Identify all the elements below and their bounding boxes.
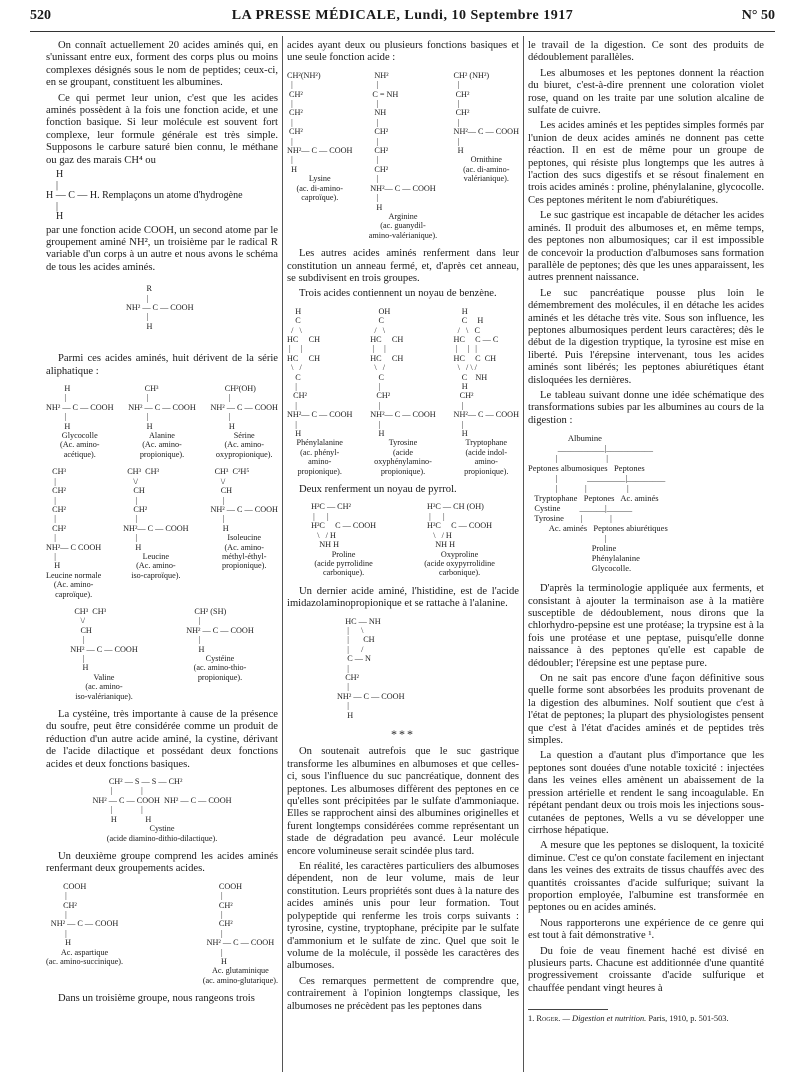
caption-tryptophane: Tryptophane (acide indol- amino- propionique). <box>464 438 509 476</box>
paragraph: La question a d'autant plus d'importance que les peptones sont douées d'une notable toxicité : injectées dans les veines elles amènent un abaissement de la pression artérielle et rendent le sang incoagulable. En répétant pendant deux ou trois mois les injections sous-cutanées de peptones, Wells a vu se développer une cirrhose hépatique. <box>528 750 764 836</box>
paragraph: Le suc pancréatique pousse plus loin le démembrement des molécules, il en détache les acides aminés et les détache très vite. Sous son influence, les peptones albumosiques perdent leurs caractères; dès le début de la digestion tryptique, la tyrosine est mise en liberté. Puis l'érepsine intervenant, tous les acides aminés sont libérés; les peptones abiurétiques étant disloquées les dernières. <box>528 287 764 386</box>
aliphatic-formulas-row3: CH³ CH³ \/ CH | NH² — C — COOH | H Valine (ac. amino- iso-valérianique). CH² (SH) | NH² — C — COOH | H Cystéine (ac. amino-thio- propionique). <box>70 606 254 701</box>
paragraph: par une fonction acide COOH, un second atome par le groupement aminé NH², un troisième par le radical R variable d'un corps à un autre et nous avons le schéma de tous les acides aminés. <box>46 224 278 273</box>
digestion-schema: Albumine ___________|___________ | | Peptones albumosiques Peptones | _________|_________ | | | Tryptophane Peptones Ac. aminés Cystine ______|______ Tyrosine | | Ac. aminés Peptones abiurétiques | Proline Phénylalanine Glycocolle. <box>528 433 668 574</box>
column-divider-1 <box>282 36 283 1072</box>
general-formula: R | NH² — C — COOH | H <box>126 284 194 331</box>
page-number: 520 <box>30 8 51 23</box>
column-1 <box>46 40 278 1009</box>
paragraph: Les albumoses et les peptones donnent la réaction du biuret, c'est-à-dire prennent une coloration violet rose, quand on les traite par une solution alcaline de sulfate de cuivre. <box>528 67 764 117</box>
caption-aspartique: Ac. aspartique (ac. amino-succinique). <box>46 947 124 966</box>
paragraph: On connaît actuellement 20 acides aminés qui, en s'unissant entre eux, forment des corps plus ou moins complexes désignés sous le nom de peptides; ceux-ci, en se groupant, constituent les albumines. <box>46 40 278 89</box>
caption-ornithine: Ornithine (ac. di-amino- valérianique). <box>463 155 510 184</box>
paragraph: Le suc gastrique est incapable de détacher les acides aminés. Il produit des albumoses et, en même temps, des peptones non albumosiques; car il est impossible de concevoir la production d'albumoses sans formation parallèle de peptones; dès que les unes apparaissent, les autres prennent naissance. <box>528 210 764 284</box>
section-separator: *** <box>391 727 415 741</box>
paragraph: La cystéine, très importante à cause de la présence du soufre, peut être considérée comme un produit de réduction d'un autre acide aminé, la cystine, dérivant de l'acide dilactique et possédant deux fonctions acides et deux fonctions basiques. <box>46 709 278 770</box>
cystine-formula: CH² — S — S — CH² | | NH² — C — COOH NH² — C — COOH | | H H Cystine (acide diamino-dithio-dilactique). <box>92 777 232 843</box>
paragraph: Les acides aminés et les peptides simples formés par l'union de deux acides aminés ne donnent pas cette réaction. Il en est de même pour un groupe de peptones, qui résiste plus longtemps que les autres à l'action des sucs digestifs et se résout finalement en trois acides aminés : proline, phénylalanine, glycocolle. Ces peptones méritent le nom d'abiurétiques. <box>528 120 764 206</box>
caption-glutaminique: Ac. glutaminique (ac. amino-glutarique). <box>202 966 278 985</box>
caption-alanine: Alanine (Ac. amino- propionique). <box>139 431 185 459</box>
caption-cystine: Cystine (acide diamino-dithio-dilactique). <box>106 824 218 843</box>
basic-formulas: CH²(NH²) | CH² | CH² | CH² | NH²— C — COOH | H Lysine (ac. di-amino- caproïque). NH² | C = NH | NH | CH² | CH² | CH² | NH²— C — COOH | H Arginine (ac. guanydil- amino-valérianique). CH² (NH²) | CH² | CH² | NH²— C — COOH | H Ornithine (ac. di-amino- valérianique). <box>287 70 519 240</box>
paragraph: A mesure que les peptones se disloquent, la toxicité diminue. C'est ce qu'on constate facilement en injectant dans les veines des extraits de tissus chauffés avec des quantités croissantes d'acide sulfurique; suivant la proportion employée, l'albumine est transformée en peptones ou en acides aminés. <box>528 840 764 914</box>
aliphatic-formulas-row1: H | NH² — C — COOH | H Glycocolle (Ac. amino- acétique). CH³ | NH² — C — COOH | H Alanine (Ac. amino- propionique). CH²(OH) | NH² — C — COOH | H Sérine (Ac. amino- oxypropionique). <box>46 384 278 459</box>
caption-phenylalanine: Phénylalanine (ac. phényl- amino- propionique). <box>296 438 343 476</box>
footnote: 1. Roger. — Digestion et nutrition. Paris, 1910, p. 501-503. <box>528 1014 729 1024</box>
caption-leucine: Leucine (Ac. amino- iso-caproïque). <box>131 551 181 580</box>
caption-valine: Valine (ac. amino- iso-valérianique). <box>75 672 133 701</box>
caption-lysine: Lysine (ac. di-amino- caproïque). <box>296 174 343 203</box>
pyrrol-formulas: H²C — CH² | | H²C C — COOH \ / H NH H Proline (acide pyrrolidine carbonique). H²C — CH (OH) | | H²C C — COOH \ / H NH H Oxyproline (acide oxypyrrolidine carbonique). <box>311 502 495 578</box>
paragraph: Du foie de veau finement haché est divisé en plusieurs parts. Chacune est additionnée d'une quantité progressivement croissante d'acide sulfurique et chauffée pendant vingt heures à <box>528 945 764 994</box>
benzene-formulas: H C / \ HC CH | | HC CH \ / C | CH² | NH²— C — COOH | H Phénylalanine (ac. phényl- amino- propionique). OH C / \ HC CH | | HC CH \ / C | CH² | NH²— C — COOH | H Tyrosine (acide oxyphénylamino- propionique). H C H / \ C HC C — C | | | HC C CH \ / \ / C NH H CH² | NH²— C — COOH | H Tryptophane (acide indol- amino- propionique). <box>287 306 519 476</box>
caption-arginine: Arginine (ac. guanydil- amino-valérianique). <box>368 211 438 240</box>
methane-formula: H | H — C — H. Remplaçons un atome d'hydrogène | H <box>46 169 243 223</box>
paragraph: On soutenait autrefois que le suc gastrique transforme les albumines en albumoses et que celles-ci, sous l'influence du suc pancréatique, donnent des peptones. Les albumoses diffèrent des peptones en ce qu'elles sont précipitées par le sulfate d'ammoniaque. Elles se rapprochent ainsi des albumines originelles et furent longtemps considérées comme représentant un stade de dégradation peu avancé. Leur molécule encore volumineuse serait scindée plus tard. <box>287 746 519 857</box>
paragraph: Nous rapporterons une expérience de ce genre qui est tout à fait démonstrative ¹. <box>528 917 764 942</box>
paragraph: Dans un troisième groupe, nous rangeons trois <box>58 993 255 1005</box>
issue-number: N° 50 <box>741 8 775 23</box>
footnote-rule <box>528 1009 608 1010</box>
paragraph: Parmi ces acides aminés, huit dérivent de la série aliphatique : <box>46 353 278 377</box>
paragraph: Le tableau suivant donne une idée schématique des transformations subies par les albumines au cours de la digestion : <box>528 389 764 426</box>
caption-leucine-normale: Leucine normale (Ac. amino- caproïque). <box>46 570 102 599</box>
caption-glycocolle: Glycocolle (Ac. amino- acétique). <box>59 431 100 459</box>
histidine-formula: HC — NH | \ | CH | / C — N | CH² | NH² — C — COOH | H <box>337 616 405 720</box>
diacid-formulas: COOH | CH² | NH² — C — COOH | H Ac. aspartique (ac. amino-succinique). COOH | CH² | CH² | NH² — C — COOH | H Ac. glutaminique (ac. amino-glutarique). <box>46 881 278 985</box>
caption-cysteine: Cystéine (ac. amino-thio- propionique). <box>193 654 247 682</box>
page-header <box>30 8 775 30</box>
column-divider-2 <box>523 36 524 1072</box>
paragraph: En réalité, les caractères particuliers des albumoses dépendent, non de leur volume, mais de leur constitution. Leurs propriétés sont dues à la nature des acides aminés unis pour leur formation. Tout polypeptide qui renferme les trois corps suivants : tyrosine, cystine, tryptophane, précipite par le sulfate d'ammonium et le sulfate de zinc. Quel que soit le volume de la molécule, il possède les caractères des albumoses. <box>287 861 519 972</box>
paragraph: Ces remarques permettent de comprendre que, contrairement à l'opinion longtemps classique, les albumoses ne précèdent pas les peptones dans <box>287 975 519 1012</box>
journal-title: LA PRESSE MÉDICALE, Lundi, 10 Septembre 1917 <box>231 8 574 23</box>
paragraph: le travail de la digestion. Ce sont des produits de dédoublement parallèles. <box>528 40 764 64</box>
caption-tyrosine: Tyrosine (acide oxyphénylamino- propionique). <box>374 438 432 476</box>
caption-isoleucine: Isoleucine (Ac. amino- méthyl-éthyl- propionique). <box>221 533 267 571</box>
aliphatic-formulas-row2: CH³ | CH² | CH² | CH² | NH²— C COOH | H Leucine normale (Ac. amino- caproïque). CH³ CH³ \/ CH | CH² | NH²— C — COOH | H Leucine (Ac. amino- iso-caproïque). CH³ C²H⁵ \/ CH | NH² — C — COOH | H Isoleucine (Ac. amino- méthyl-éthyl- propionique). <box>46 467 278 599</box>
paragraph: Un deuxième groupe comprend les acides aminés renfermant deux groupements acides. <box>46 850 278 875</box>
paragraph: acides ayant deux ou plusieurs fonctions basiques et une seule fonction acide : <box>287 40 519 64</box>
paragraph: Les autres acides aminés renferment dans leur constitution un anneau fermé, et, d'après cet anneau, se subdivisent en trois groupes. <box>287 248 519 284</box>
paragraph: Un dernier acide aminé, l'histidine, est de l'acide imidazolaminopropionique et se rattache à l'alanine. <box>287 585 519 610</box>
paragraph: Ce qui permet leur union, c'est que les acides aminés possèdent à la fois une fonction acide, et une fonction basique. Si leur molécule est souvent fort complexe, leur formule générale est très simple. Supposons le carbure saturé bien connu, le méthane ou gaz des marais CH⁴ ou <box>46 92 278 166</box>
paragraph: Trois acides contiennent un noyau de benzène. <box>299 288 497 300</box>
caption-proline: Proline (acide pyrrolidine carbonique). <box>314 549 373 578</box>
header-rule <box>30 31 775 32</box>
paragraph: D'après la terminologie appliquée aux ferments, et consistant à ajouter la terminaison ase à la matière susceptible de dédoublement, nous dirons que la chlorhydro-pepsine est une protéase; la trypsine est à la fois une protéase et une peptase, puisqu'elle donne naissance à des peptones qu'elle est capable de dédoubler; l'érepsine est une peptase pure. <box>528 583 764 669</box>
paragraph: Deux renferment un noyau de pyrrol. <box>299 484 457 496</box>
paragraph: On ne sait pas encore d'une façon définitive sous quelle forme sont absorbées les produits provenant de la digestion des albumines. Nolf soutient que c'est à l'état de peptones; la plupart des physiologistes pensent que c'est à l'état d'acides aminés et de peptides très simples. <box>528 673 764 747</box>
caption-serine: Sérine (Ac. amino- oxypropionique). <box>215 431 273 459</box>
caption-oxyproline: Oxyproline (acide oxypyrrolidine carbonique). <box>424 549 495 578</box>
column-2 <box>287 40 519 1016</box>
column-3 <box>528 40 764 1027</box>
